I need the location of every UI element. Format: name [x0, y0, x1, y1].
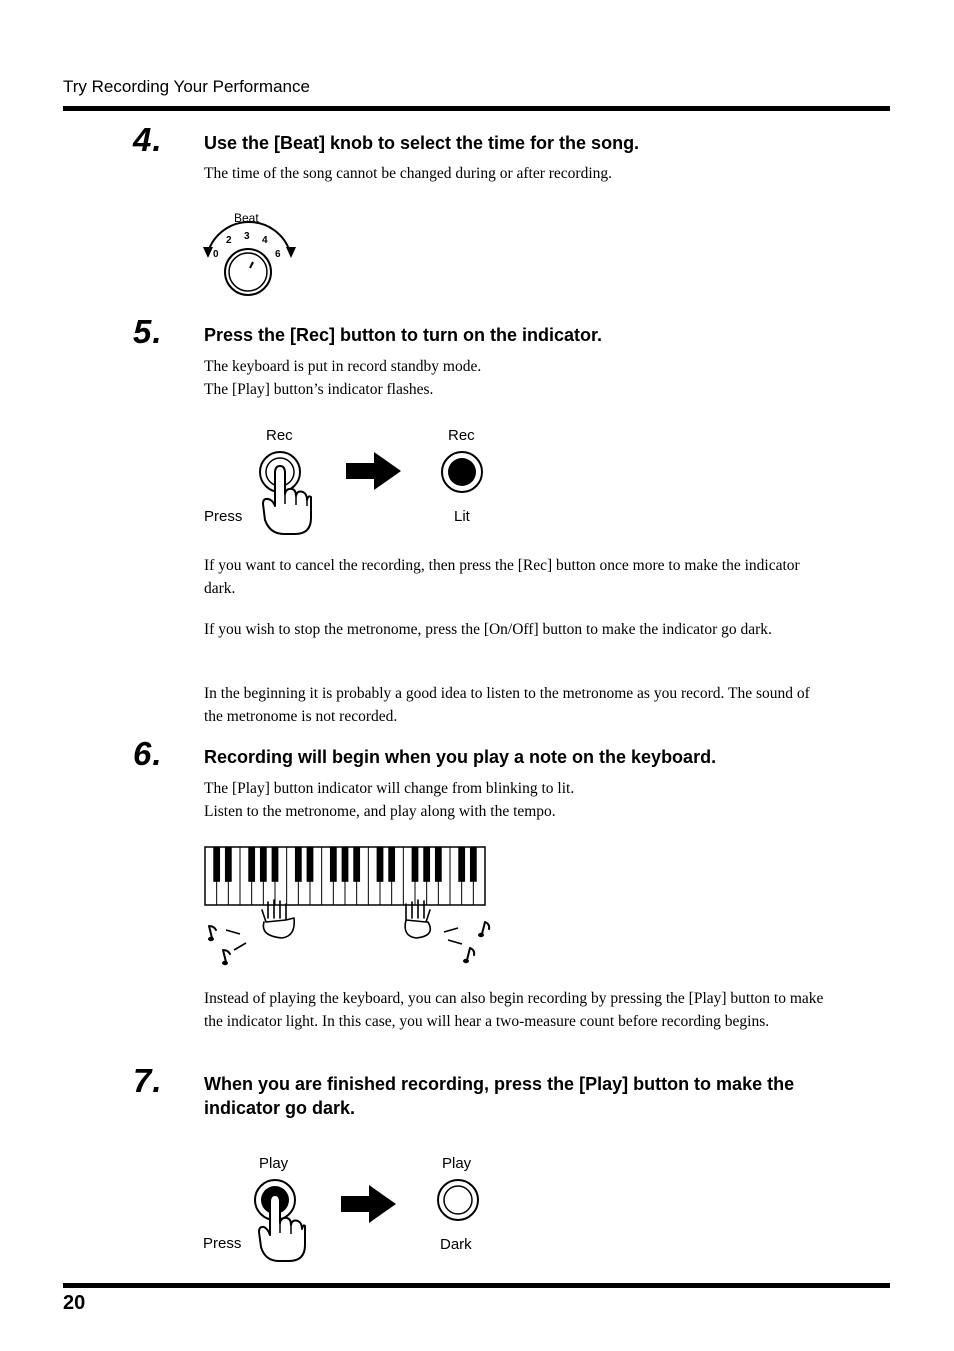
rec-right-label: Rec [448, 427, 475, 444]
step-6-body [204, 778, 829, 823]
play-button-pressed-icon [235, 1177, 315, 1267]
step-5-body-line-2: The [Play] button’s indicator flashes. [204, 380, 434, 398]
play-dark-label: Dark [440, 1236, 472, 1253]
step-7-number: 7. [133, 1062, 163, 1099]
beat-knob-label: Beat [234, 211, 259, 225]
page-number: 20 [63, 1292, 86, 1314]
black-key [458, 847, 465, 882]
metronome-tip-note: In the beginning it is probably a good idea to listen to the metronome as you record. The sound of the metronome is not recorded. [204, 685, 810, 725]
black-key [342, 847, 349, 882]
step-4-number: 4. [133, 121, 163, 158]
step-6-number: 6. [133, 735, 163, 772]
rec-cancel-note: If you want to cancel the recording, then press the [Rec] button once more to make the indicator dark. [204, 557, 800, 597]
rec-press-label: Press [204, 508, 243, 525]
running-header: Try Recording Your Performance [63, 77, 310, 96]
play-indicator-dark-icon [436, 1178, 480, 1222]
black-key [353, 847, 360, 882]
black-key [272, 847, 279, 882]
metronome-stop-note: If you wish to stop the metronome, press the [On/Off] button to make the indicator go dark. [204, 621, 772, 638]
playing-hands-icon [200, 898, 500, 978]
step-5-body [204, 356, 829, 401]
play-alternative-note: Instead of playing the keyboard, you can also begin recording by pressing the [Play] button to make the indicator light. In this case, you will hear a two-measure count before recording begins. [204, 990, 824, 1030]
rec-button-pressed-icon [240, 448, 320, 538]
black-key [377, 847, 384, 882]
beat-scale-2: 2 [226, 235, 232, 246]
footer-rule [63, 1283, 890, 1288]
rec-indicator-lit-icon [440, 450, 484, 494]
step-7-heading: When you are finished recording, press the [Play] button to make the indicator go dark. [204, 1074, 795, 1118]
arrow-right-icon [341, 1185, 397, 1225]
black-key [260, 847, 267, 882]
step-5-body-line-1: The keyboard is put in record standby mode. [204, 358, 482, 375]
step-4-heading: Use the [Beat] knob to select the time for the song. [204, 133, 640, 153]
black-key [330, 847, 337, 882]
play-right-label: Play [442, 1155, 472, 1172]
step-5-number: 5. [133, 313, 163, 350]
black-key [307, 847, 314, 882]
black-key [213, 847, 220, 882]
step-6-body-line-1: The [Play] button indicator will change from blinking to lit. [204, 780, 575, 797]
step-4-body [204, 163, 829, 186]
black-key [423, 847, 430, 882]
step-6-heading: Recording will begin when you play a note on the keyboard. [204, 747, 717, 767]
beat-scale-6: 6 [275, 249, 281, 260]
header-rule [63, 106, 890, 111]
black-key [388, 847, 395, 882]
play-left-label: Play [259, 1155, 289, 1172]
black-key [435, 847, 442, 882]
black-key [470, 847, 477, 882]
black-key [248, 847, 255, 882]
beat-scale-0: 0 [213, 249, 219, 260]
arrow-right-icon [346, 452, 402, 492]
beat-scale-4: 4 [262, 235, 268, 246]
beat-knob-icon [200, 220, 300, 300]
play-press-label: Press [203, 1235, 242, 1252]
step-6-body-line-2: Listen to the metronome, and play along with the tempo. [204, 802, 556, 820]
rec-left-label: Rec [266, 427, 293, 444]
rec-lit-label: Lit [454, 508, 470, 525]
step-4-body-line: The time of the song cannot be changed during or after recording. [204, 165, 613, 182]
step-5-heading: Press the [Rec] button to turn on the indicator. [204, 325, 603, 345]
black-key [412, 847, 419, 882]
beat-scale-3: 3 [244, 231, 250, 242]
black-key [295, 847, 302, 882]
black-key [225, 847, 232, 882]
